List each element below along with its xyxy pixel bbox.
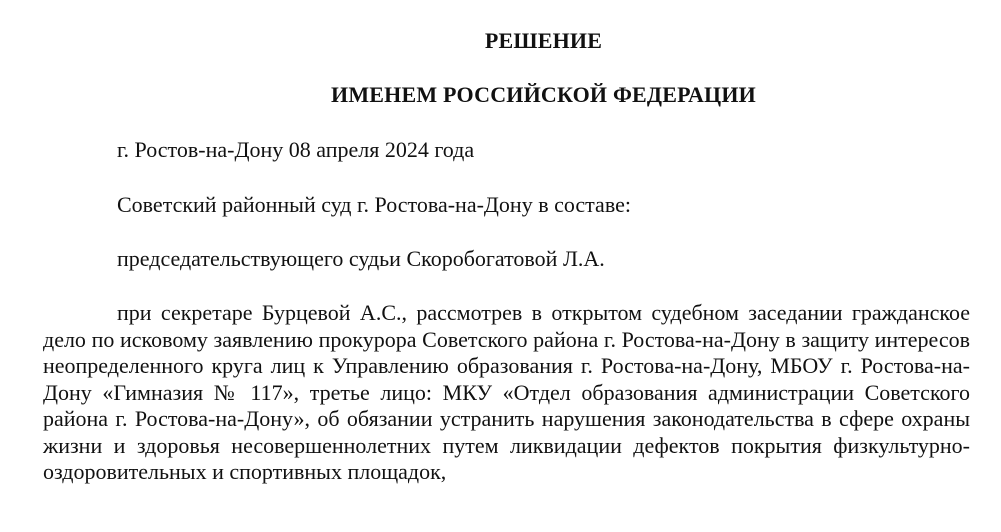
place-and-date: г. Ростов-на-Дону 08 апреля 2024 года xyxy=(117,137,475,162)
court-composition: Советский районный суд г. Ростова-на-Дону в составе: xyxy=(117,192,631,217)
document-title: РЕШЕНИЕ xyxy=(484,28,603,53)
presiding-judge: председательствующего судьи Скоробогатовой Л.А. xyxy=(117,246,605,271)
case-description-paragraph: при секретаре Бурцевой А.С., рассмотрев в открытом судебном заседании гражданское дело по исковому заявлению прокурора Советского района г. Ростова-на-Дону в защиту интересов неопределенного круга лиц к Управлению образования г. Ростова-на-Дону, МБОУ г. Ростова-на-Дону «Гимназия № 117», третье лицо: МКУ «Отдел образования администрации Советского района г. Ростова-на-Дону», об обязании устранить нарушения законодательства в сфере охраны жизни и здоровья несовершеннолетних путем ликвидации дефектов покрытия физкультурно-оздоровительных и спортивных площадок, xyxy=(43,300,970,484)
document-subtitle: ИМЕНЕМ РОССИЙСКОЙ ФЕДЕРАЦИИ xyxy=(331,82,756,107)
